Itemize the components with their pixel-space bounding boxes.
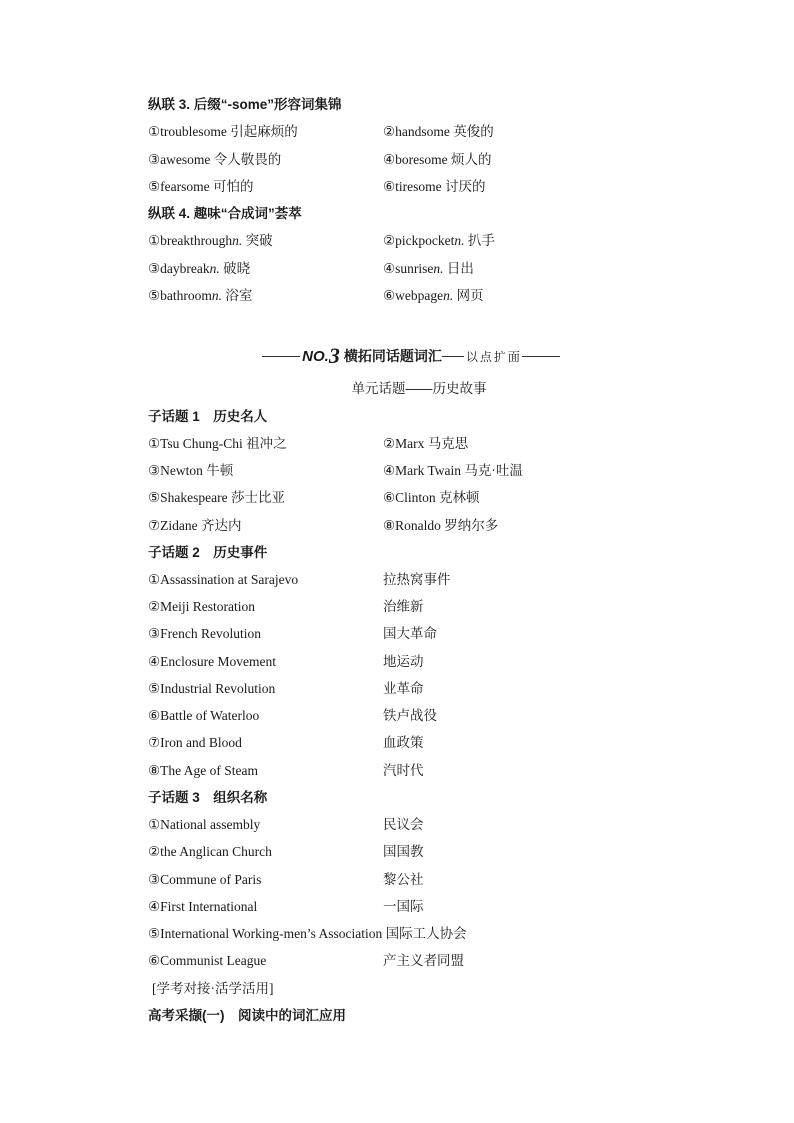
word: ①breakthrough <box>148 233 233 248</box>
table-row: ⑧The Age of Steam <box>148 763 258 778</box>
table-row: 产主义者同盟 <box>383 953 464 968</box>
table-row: ⑥Battle of Waterloo <box>148 708 260 723</box>
pos: n. <box>209 261 220 276</box>
banner-rule-right <box>522 356 560 357</box>
list-item: ④Mark Twain 马克·吐温 <box>383 463 523 478</box>
banner-rule-left <box>262 356 300 357</box>
table-row: ④Enclosure Movement <box>148 654 276 669</box>
table-row: ⑤Industrial Revolution <box>148 681 276 696</box>
list-item: ②handsome 英俊的 <box>383 124 494 139</box>
table-row: 民议会 <box>383 817 424 832</box>
table-row: ①National assembly <box>148 817 261 832</box>
list-item: ③Newton 牛顿 <box>148 463 234 478</box>
banner-number: 3 <box>328 343 340 368</box>
table-row: ⑥Communist League <box>148 953 267 968</box>
list-item: ⑥Clinton 克林顿 <box>383 490 480 505</box>
subtopic-heading-2: 子话题 2 历史事件 <box>148 545 268 560</box>
meaning: 浴室 <box>225 288 253 303</box>
table-row: 国国教 <box>383 844 424 859</box>
banner-no: NO. <box>302 347 329 365</box>
list-item: ⑦Zidane 齐达内 <box>148 518 242 533</box>
list-item <box>148 232 273 250</box>
table-row: ③French Revolution <box>148 626 261 641</box>
section-banner <box>254 345 568 367</box>
section-bracket-title: [学考对接·活学活用] <box>152 981 274 996</box>
list-item: ②Marx 马克思 <box>383 436 469 451</box>
unit-topic: 单元话题——历史故事 <box>351 381 487 396</box>
word: ④sunrise <box>383 261 434 276</box>
list-item: ③awesome 令人敬畏的 <box>148 152 282 167</box>
section-heading-reading: 高考采撷(一) 阅读中的词汇应用 <box>148 1008 346 1023</box>
section-heading-compound: 纵联 4. 趣味“合成词”荟萃 <box>148 206 302 221</box>
table-row: 国大革命 <box>383 626 437 641</box>
list-item: ⑥tiresome 讨厌的 <box>383 179 486 194</box>
word: ②pickpocket <box>383 233 455 248</box>
table-row: ①Assassination at Sarajevo <box>148 572 299 587</box>
table-row: 汽时代 <box>383 763 424 778</box>
table-row: ②the Anglican Church <box>148 844 272 859</box>
table-row: ⑤International Working-men’s Association 国际工人协会 <box>148 926 467 941</box>
table-row: ⑦Iron and Blood <box>148 735 242 750</box>
list-item <box>383 287 484 305</box>
meaning: 破晓 <box>223 261 251 276</box>
table-row: ④First International <box>148 899 258 914</box>
list-item <box>383 260 474 278</box>
subtopic-heading-3: 子话题 3 组织名称 <box>148 790 268 805</box>
table-row: 铁卢战役 <box>383 708 437 723</box>
list-item: ④boresome 烦人的 <box>383 152 492 167</box>
word: ⑤bathroom <box>148 288 212 303</box>
meaning: 突破 <box>245 233 273 248</box>
section-heading-some: 纵联 3. 后缀“-some”形容词集锦 <box>148 97 342 112</box>
list-item <box>148 287 252 305</box>
pos: n. <box>433 261 444 276</box>
list-item: ①Tsu Chung-Chi 祖冲之 <box>148 436 287 451</box>
table-row: 血政策 <box>383 735 424 750</box>
list-item <box>148 260 250 278</box>
pos: n. <box>211 288 222 303</box>
list-item <box>383 232 495 250</box>
table-row: 一国际 <box>383 899 424 914</box>
banner-rule-middle <box>442 356 464 357</box>
pos: n. <box>443 288 454 303</box>
meaning: 日出 <box>446 261 474 276</box>
word: ⑥webpage <box>383 288 444 303</box>
pos: n. <box>232 233 243 248</box>
table-row: 黎公社 <box>383 872 424 887</box>
list-item: ①troublesome 引起麻烦的 <box>148 124 298 139</box>
word: ③daybreak <box>148 261 210 276</box>
list-item: ⑤fearsome 可怕的 <box>148 179 254 194</box>
pos: n. <box>454 233 465 248</box>
meaning: 扒手 <box>467 233 495 248</box>
banner-title: 横拓同话题词汇 <box>343 348 442 364</box>
table-row: ②Meiji Restoration <box>148 599 255 614</box>
table-row: ③Commune of Paris <box>148 872 262 887</box>
banner-subtitle: 以点扩面 <box>465 349 522 364</box>
list-item: ⑧Ronaldo 罗纳尔多 <box>383 518 499 533</box>
table-row: 治维新 <box>383 599 424 614</box>
table-row: 地运动 <box>383 654 424 669</box>
list-item: ⑤Shakespeare 莎士比亚 <box>148 490 285 505</box>
meaning: 网页 <box>456 288 484 303</box>
table-row: 业革命 <box>383 681 424 696</box>
subtopic-heading-1: 子话题 1 历史名人 <box>148 409 268 424</box>
table-row: 拉热窝事件 <box>383 572 451 587</box>
